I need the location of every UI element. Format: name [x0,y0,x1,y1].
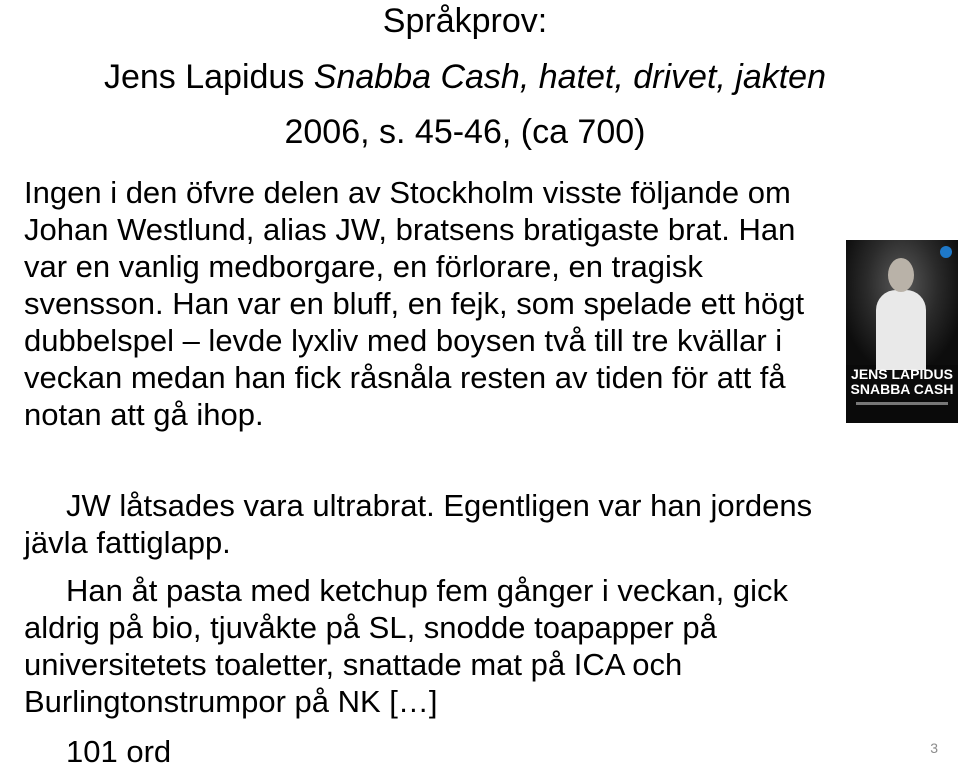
cover-title: SNABBA CASH [850,381,954,397]
title-line-2 [0,58,930,96]
paragraph-1: Ingen i den öfvre delen av Stockholm visste följande om Johan Westlund, alias JW, bratsens bratigaste brat. Han var en vanlig medborgare, en förlorare, en tragisk svensson. Han var en bluff, en fejk, som spelade ett högt dubbelspel – levde lyxliv med boysen två till tre kvällar i veckan medan han fick råsnåla resten av tiden för att få notan att gå ihop. [24,175,805,432]
word-count-text: 101 ord [66,734,172,769]
title-line-3: 2006, s. 45-46, (ca 700) [284,113,646,151]
cover-figure-shirt [876,290,926,370]
cover-figure-face [888,258,914,292]
cover-fineprint [856,402,948,405]
page-number: 3 [930,740,938,756]
paragraph-2-text: JW låtsades vara ultrabrat. Egentligen var han jordens jävla fattiglapp. [24,488,813,560]
cover-author: JENS LAPIDUS [851,366,953,382]
title-author: Jens Lapidus [103,58,305,96]
title-line-1: Språkprov: [382,2,548,40]
word-count [24,733,834,770]
title-book: Snabba Cash, hatet, drivet, jakten [313,58,827,96]
paragraph-2 [24,487,834,561]
publisher-logo-icon [940,246,952,258]
paragraph-3 [24,572,834,720]
paragraph-3-text: Han åt pasta med ketchup fem gånger i veckan, gick aldrig på bio, tjuvåkte på SL, snodde toapapper på universitetets toaletter, snattade mat på ICA och Burlingtonstrumpor på NK […] [24,573,789,719]
book-cover-image [846,240,958,423]
